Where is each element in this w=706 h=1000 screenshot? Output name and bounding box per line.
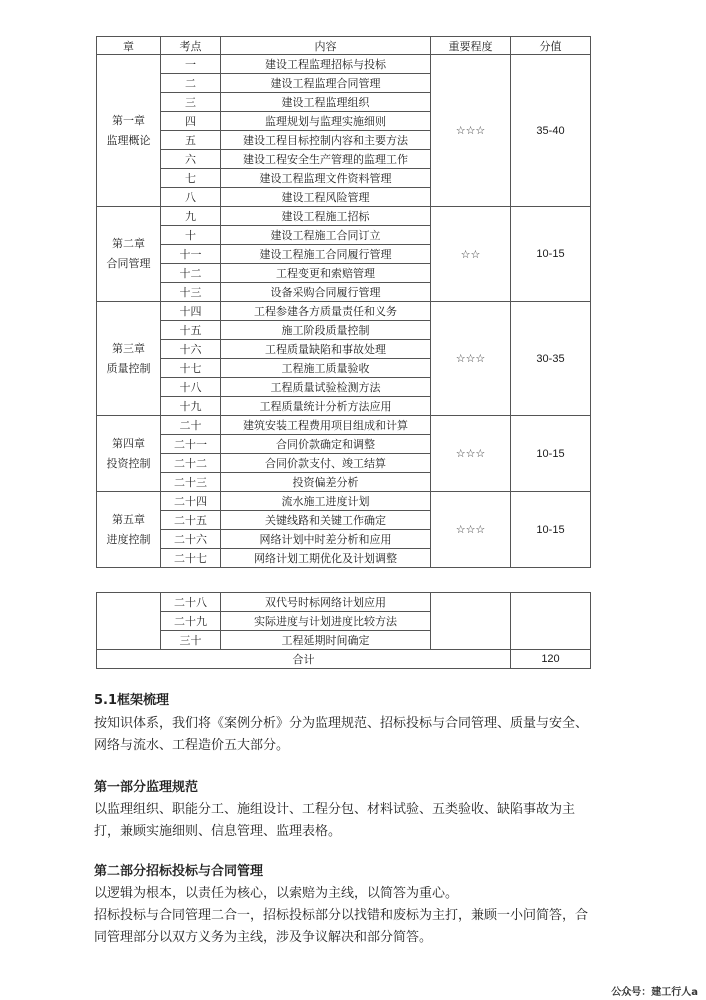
content-cell: 流水施工进度计划: [221, 492, 431, 511]
content-cell: 工程质量试验检测方法: [221, 378, 431, 397]
table-row: [97, 416, 591, 435]
point-cell: 九: [161, 207, 221, 226]
point-cell: 六: [161, 150, 221, 169]
content-cell: 建设工程施工招标: [221, 207, 431, 226]
total-score: 120: [511, 650, 591, 669]
point-cell: 二: [161, 74, 221, 93]
point-cell: 十四: [161, 302, 221, 321]
total-label: 合计: [97, 650, 511, 669]
chapter-cell: [97, 492, 161, 568]
point-cell: 一: [161, 55, 221, 74]
point-cell: 二十八: [161, 593, 221, 612]
header-score: 分值: [511, 37, 591, 55]
score-cell: 10-15: [511, 492, 591, 568]
content-cell: 工程施工质量验收: [221, 359, 431, 378]
part1-title: 第一部分监理规范: [94, 780, 199, 795]
content-cell: 实际进度与计划进度比较方法: [221, 612, 431, 631]
part2-paragraph-line: 招标投标与合同管理二合一，招标投标部分以找错和废标为主打，兼顾一小问简答，合: [94, 908, 589, 923]
point-cell: 二十二: [161, 454, 221, 473]
chapter-name: 合同管理: [106, 257, 151, 270]
content-cell: 建设工程目标控制内容和主要方法: [221, 131, 431, 150]
content-cell: 网络计划中时差分析和应用: [221, 530, 431, 549]
score-cell: 30-35: [511, 302, 591, 416]
point-cell: 五: [161, 131, 221, 150]
point-cell: 二十四: [161, 492, 221, 511]
point-cell: 十六: [161, 340, 221, 359]
exam-points-table-continued: [96, 592, 591, 669]
chapter-number: 第一章: [112, 113, 145, 127]
importance-stars: ☆☆☆: [431, 416, 511, 492]
point-cell: 四: [161, 112, 221, 131]
content-cell: 建筑安装工程费用项目组成和计算: [221, 416, 431, 435]
importance-stars: ☆☆☆: [431, 492, 511, 568]
chapter-cell-empty: [97, 593, 161, 650]
chapter-number: 第四章: [112, 436, 145, 450]
part1-paragraph-line: 以监理组织、职能分工、施组设计、工程分包、材料试验、五类验收、缺陷事故为主: [94, 802, 576, 817]
content-cell: 建设工程施工合同履行管理: [221, 245, 431, 264]
content-cell: 建设工程监理招标与投标: [221, 55, 431, 74]
point-cell: 二十五: [161, 511, 221, 530]
table-row: [97, 207, 591, 226]
score-cell: 10-15: [511, 416, 591, 492]
point-cell: 二十六: [161, 530, 221, 549]
content-cell: 建设工程监理组织: [221, 93, 431, 112]
chapter-cell: [97, 55, 161, 207]
content-cell: 投资偏差分析: [221, 473, 431, 492]
chapter-name: 监理概论: [106, 133, 151, 147]
chapter-cell: [97, 207, 161, 302]
content-cell: 设备采购合同履行管理: [221, 283, 431, 302]
point-cell: 十一: [161, 245, 221, 264]
content-cell: 工程质量统计分析方法应用: [221, 397, 431, 416]
content-cell: 建设工程施工合同订立: [221, 226, 431, 245]
part2-title: 第二部分招标投标与合同管理: [94, 864, 264, 879]
point-cell: 十五: [161, 321, 221, 340]
section-title-framework: 5.1框架梳理: [94, 693, 170, 708]
point-cell: 三十: [161, 631, 221, 650]
content-cell: 合同价款支付、竣工结算: [221, 454, 431, 473]
table-row: [97, 302, 591, 321]
point-cell: 十二: [161, 264, 221, 283]
point-cell: 二十九: [161, 612, 221, 631]
content-cell: 双代号时标网络计划应用: [221, 593, 431, 612]
chapter-name: 质量控制: [106, 361, 151, 375]
part2-paragraph-line: 同管理部分以双方义务为主线，涉及争议解决和部分简答。: [94, 930, 433, 945]
exam-points-table: [96, 36, 591, 568]
score-cell: 35-40: [511, 55, 591, 207]
importance-stars: ☆☆☆: [431, 302, 511, 416]
score-cell-empty: [511, 593, 591, 650]
chapter-cell: [97, 416, 161, 492]
point-cell: 二十三: [161, 473, 221, 492]
framework-paragraph-line: 网络与流水、工程造价五大部分。: [94, 738, 290, 753]
chapter-name: 进度控制: [106, 532, 151, 546]
content-cell: 建设工程安全生产管理的监理工作: [221, 150, 431, 169]
total-row: [97, 650, 591, 669]
score-cell: 10-15: [511, 207, 591, 302]
point-cell: 十九: [161, 397, 221, 416]
chapter-name: 投资控制: [106, 456, 151, 470]
point-cell: 二十七: [161, 549, 221, 568]
content-cell: 监理规划与监理实施细则: [221, 112, 431, 131]
point-cell: 十三: [161, 283, 221, 302]
content-cell: 工程质量缺陷和事故处理: [221, 340, 431, 359]
header-content: 内容: [221, 37, 431, 55]
content-cell: 建设工程监理合同管理: [221, 74, 431, 93]
importance-cell-empty: [431, 593, 511, 650]
point-cell: 十七: [161, 359, 221, 378]
point-cell: 十八: [161, 378, 221, 397]
content-cell: 合同价款确定和调整: [221, 435, 431, 454]
part1-paragraph-line: 打，兼顾实施细则、信息管理、监理表格。: [94, 824, 342, 839]
importance-stars: ☆☆☆: [431, 55, 511, 207]
content-cell: 工程延期时间确定: [221, 631, 431, 650]
table-row: [97, 593, 591, 612]
chapter-number: 第五章: [112, 512, 145, 526]
point-cell: 八: [161, 188, 221, 207]
header-point: 考点: [161, 37, 221, 55]
importance-stars: ☆☆: [431, 207, 511, 302]
part2-paragraph-line: 以逻辑为根本，以责任为核心，以索赔为主线，以简答为重心。: [94, 886, 459, 901]
footer-account: 公众号：建工行人a: [611, 987, 698, 998]
point-cell: 七: [161, 169, 221, 188]
content-cell: 施工阶段质量控制: [221, 321, 431, 340]
content-cell: 建设工程风险管理: [221, 188, 431, 207]
chapter-number: 第三章: [112, 341, 145, 355]
content-cell: 建设工程监理文件资料管理: [221, 169, 431, 188]
point-cell: 二十一: [161, 435, 221, 454]
chapter-cell: [97, 302, 161, 416]
content-cell: 工程变更和索赔管理: [221, 264, 431, 283]
point-cell: 二十: [161, 416, 221, 435]
content-cell: 网络计划工期优化及计划调整: [221, 549, 431, 568]
content-cell: 关键线路和关键工作确定: [221, 511, 431, 530]
table-row: [97, 492, 591, 511]
table-row: [97, 55, 591, 74]
point-cell: 三: [161, 93, 221, 112]
content-cell: 工程参建各方质量责任和义务: [221, 302, 431, 321]
framework-paragraph-line: 按知识体系，我们将《案例分析》分为监理规范、招标投标与合同管理、质量与安全、: [94, 716, 589, 731]
table-header-row: [97, 37, 591, 55]
header-importance: 重要程度: [431, 37, 511, 55]
point-cell: 十: [161, 226, 221, 245]
header-chapter: 章: [97, 37, 161, 55]
chapter-number: 第二章: [112, 237, 145, 250]
